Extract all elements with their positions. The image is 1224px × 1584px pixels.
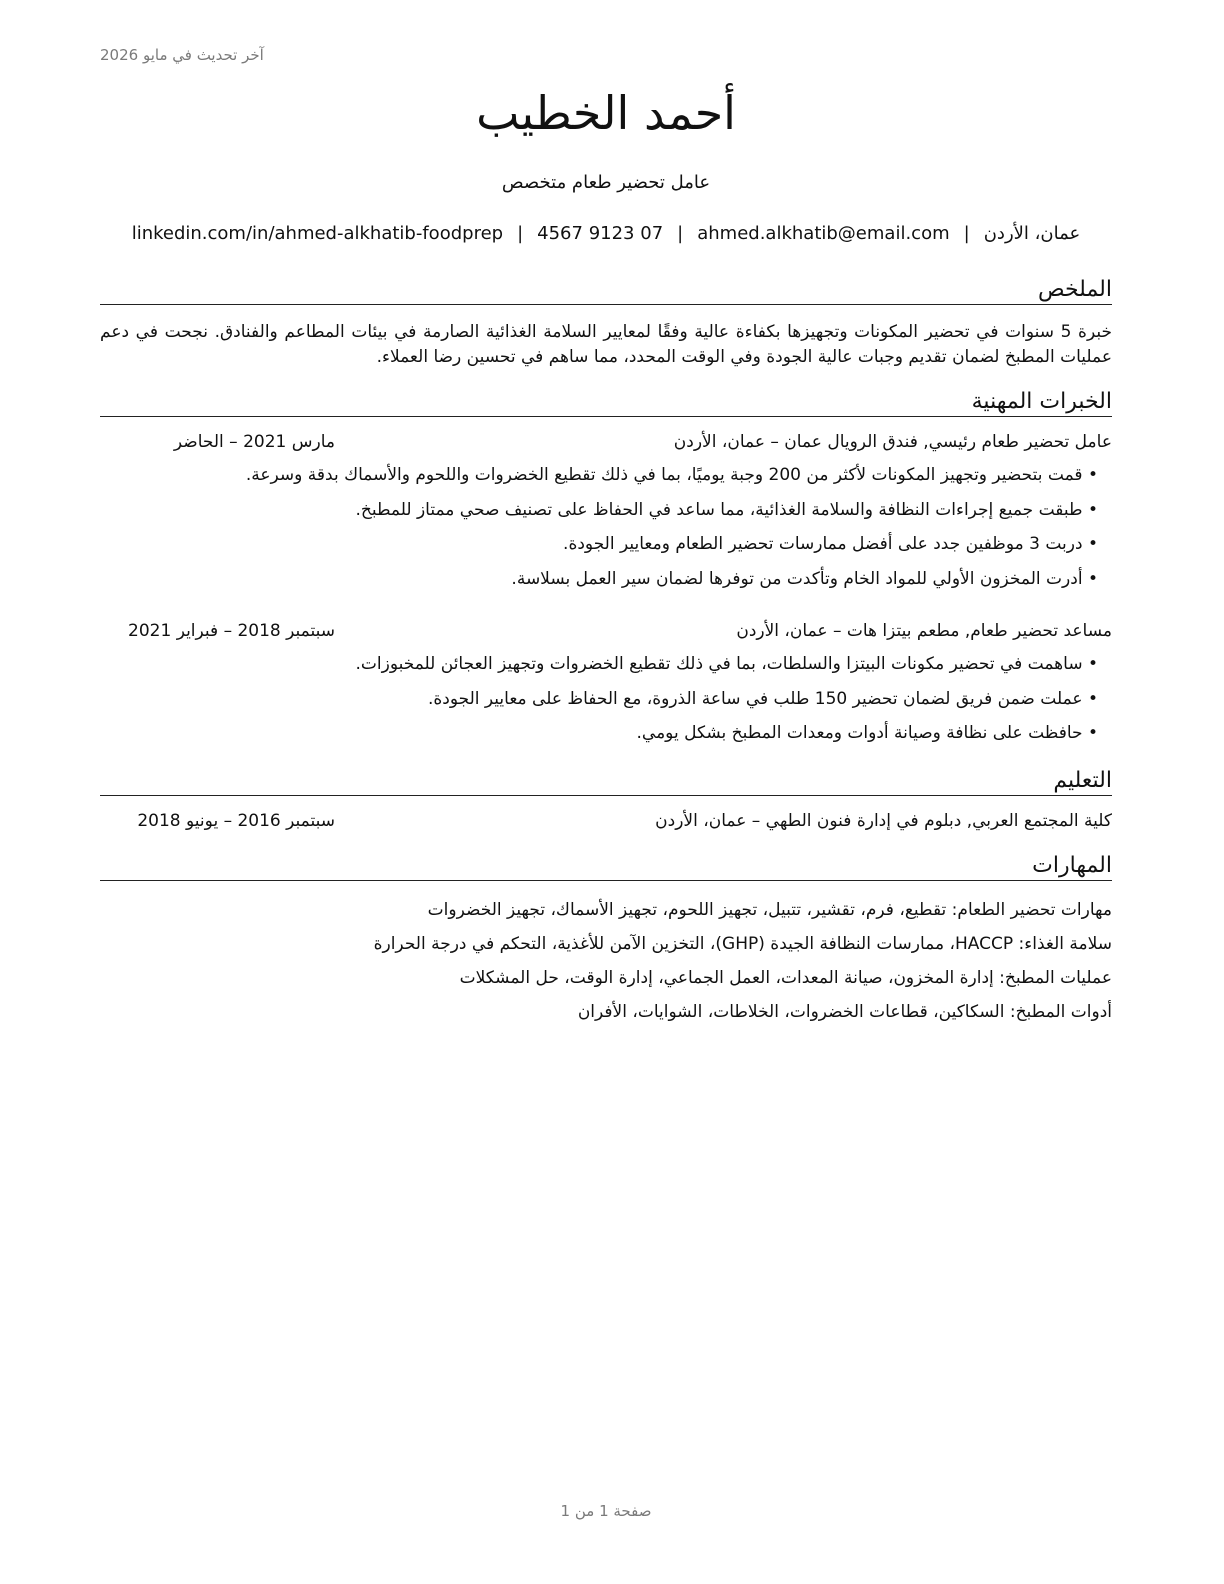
job-bullet: • عملت ضمن فريق لضمان تحضير 150 طلب في ساعة الذروة، مع الحفاظ على معايير الجودة. [100, 682, 1112, 717]
job-entry-header [100, 432, 1112, 458]
last-updated-note: آخر تحديث في مايو 2026 [100, 46, 264, 64]
education-heading: التعليم [100, 767, 1112, 796]
contact-location: عمان، الأردن [983, 223, 1081, 244]
contact-linkedin[interactable]: linkedin.com/in/ahmed-alkhatib-foodprep [131, 223, 504, 244]
skill-line: أدوات المطبخ: السكاكين، قطاعات الخضروات، الخلاطات، الشوايات، الأفران [577, 1002, 1112, 1022]
skill-line: مهارات تحضير الطعام: تقطيع، فرم، تقشير، تتبيل، تجهيز اللحوم، تجهيز الأسماك، تجهيز الخضروات [427, 900, 1112, 920]
contact-separator: | [677, 223, 684, 244]
education-entry [100, 811, 1112, 837]
candidate-job-title: عامل تحضير طعام متخصص [501, 172, 711, 193]
resume-page [100, 0, 1112, 1584]
contact-line [100, 223, 1112, 244]
job-bullet: • أدرت المخزون الأولي للمواد الخام وتأكدت من توفرها لضمان سير العمل بسلاسة. [100, 562, 1112, 597]
job-bullet: • طبقت جميع إجراءات النظافة والسلامة الغذائية، مما ساعد في الحفاظ على تصنيف صحي ممتاز للمطبخ. [100, 493, 1112, 528]
job-bullet-list [100, 458, 1112, 596]
job-dates: سبتمبر 2018 – فبراير 2021 [128, 621, 335, 641]
candidate-name: أحمد الخطيب [476, 86, 736, 140]
skills-heading: المهارات [100, 852, 1112, 881]
summary-text: خبرة 5 سنوات في تحضير المكونات وتجهيزها بكفاءة عالية وفقًا لمعايير السلامة الغذائية الصارمة في بيئات المطاعم والفنادق. نجحت في دعم عمليات المطبخ لضمان تقديم وجبات عالية الجودة وفي الوقت المحدد، مما ساهم في تحسين رضا العملاء. [100, 322, 1112, 367]
job-bullet: • حافظت على نظافة وصيانة أدوات ومعدات المطبخ بشكل يومي. [100, 716, 1112, 751]
skill-line: سلامة الغذاء: HACCP، ممارسات النظافة الجيدة (GHP)، التخزين الآمن للأغذية، التحكم في درجة الحرارة [373, 934, 1112, 954]
page-number: صفحة 1 من 1 [560, 1502, 652, 1520]
job-bullet: • قمت بتحضير وتجهيز المكونات لأكثر من 200 وجبة يوميًا، بما في ذلك تقطيع الخضروات واللحوم والأسماك بدقة وسرعة. [100, 458, 1112, 493]
job-dates: مارس 2021 – الحاضر [173, 432, 335, 452]
experience-heading: الخبرات المهنية [100, 388, 1112, 417]
education-title: كلية المجتمع العربي, دبلوم في إدارة فنون الطهي – عمان، الأردن [655, 811, 1112, 831]
summary-heading: الملخص [100, 276, 1112, 305]
contact-separator: | [963, 223, 970, 244]
job-title: مساعد تحضير طعام, مطعم بيتزا هات – عمان، الأردن [736, 621, 1112, 641]
job-bullet-list [100, 647, 1112, 751]
skill-line: عمليات المطبخ: إدارة المخزون، صيانة المعدات، العمل الجماعي، إدارة الوقت، حل المشكلات [459, 968, 1112, 988]
education-dates: سبتمبر 2016 – يونيو 2018 [137, 811, 335, 831]
contact-phone[interactable]: 07 9123 4567 [537, 223, 664, 244]
job-title: عامل تحضير طعام رئيسي, فندق الرويال عمان – عمان، الأردن [673, 432, 1112, 452]
contact-email[interactable]: ahmed.alkhatib@email.com [697, 223, 950, 244]
contact-separator: | [517, 223, 524, 244]
job-bullet: • ساهمت في تحضير مكونات البيتزا والسلطات، بما في ذلك تقطيع الخضروات وتجهيز العجائن للمخبوزات. [100, 647, 1112, 682]
job-entry-header [100, 621, 1112, 647]
job-bullet: • دربت 3 موظفين جدد على أفضل ممارسات تحضير الطعام ومعايير الجودة. [100, 527, 1112, 562]
skills-list [100, 893, 1112, 1029]
